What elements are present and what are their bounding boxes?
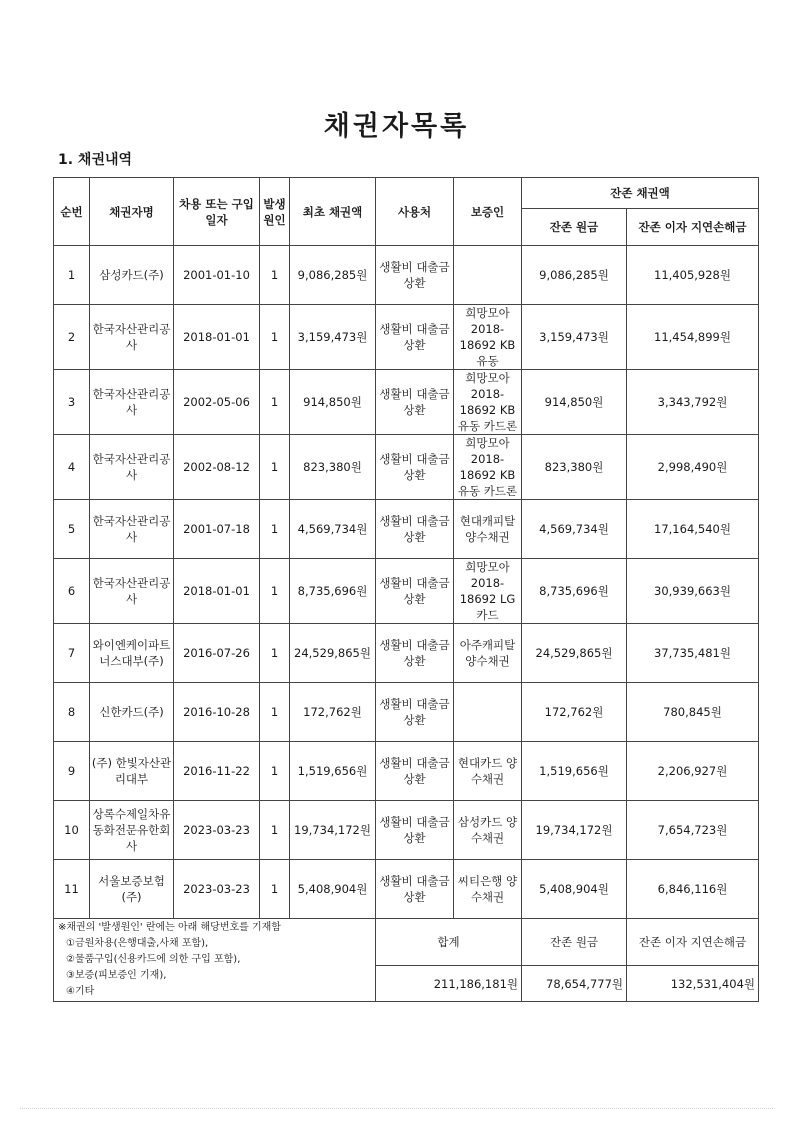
table-row: [54, 742, 759, 801]
cell-no: 5: [54, 500, 90, 559]
cell-date: 2016-07-26: [174, 624, 260, 683]
cell-principal: 8,735,696원: [522, 559, 627, 624]
cell-cause: 1: [260, 500, 290, 559]
table-row: [54, 801, 759, 860]
totals-interest-label: 잔존 이자 지연손해금: [627, 919, 759, 966]
cell-interest: 780,845원: [627, 683, 759, 742]
header-date: 차용 또는 구입일자: [174, 178, 260, 246]
cell-date: 2002-05-06: [174, 370, 260, 435]
cell-cause: 1: [260, 246, 290, 305]
totals-label-row: [54, 919, 759, 966]
table-row: [54, 559, 759, 624]
cell-creditor: 한국자산관리공사: [90, 500, 174, 559]
table-row: [54, 683, 759, 742]
cell-creditor: 한국자산관리공사: [90, 435, 174, 500]
cell-date: 2016-10-28: [174, 683, 260, 742]
cell-principal: 4,569,734원: [522, 500, 627, 559]
totals-principal: 78,654,777원: [522, 966, 627, 1002]
table-body: [54, 246, 759, 919]
footnote-line: ②물품구입(신용카드에 의한 구입 포함),: [66, 954, 241, 965]
footnote-line: ④기타: [66, 986, 95, 997]
cell-date: 2016-11-22: [174, 742, 260, 801]
cell-creditor: 신한카드(주): [90, 683, 174, 742]
cell-principal: 24,529,865원: [522, 624, 627, 683]
cell-interest: 2,206,927원: [627, 742, 759, 801]
header-no: 순번: [54, 178, 90, 246]
totals-principal-label: 잔존 원금: [522, 919, 627, 966]
cell-no: 7: [54, 624, 90, 683]
header-principal: 잔존 원금: [522, 209, 627, 246]
header-row: [54, 178, 759, 209]
cell-creditor: 한국자산관리공사: [90, 559, 174, 624]
footnote-line: ③보증(피보증인 기재),: [66, 970, 167, 981]
cell-cause: 1: [260, 860, 290, 919]
cell-guarantor: 희망모아 2018-18692 KB유동 카드론: [454, 435, 522, 500]
cell-principal: 19,734,172원: [522, 801, 627, 860]
cell-guarantor: 희망모아 2018-18692 LG 카드: [454, 559, 522, 624]
cell-no: 1: [54, 246, 90, 305]
footnote-line: ①금원차용(은행대출,사채 포함),: [66, 938, 209, 949]
totals-label: 합계: [376, 919, 522, 966]
cell-initial: 914,850원: [290, 370, 376, 435]
section-heading: 1. 채권내역: [58, 152, 133, 168]
cell-cause: 1: [260, 435, 290, 500]
cell-interest: 37,735,481원: [627, 624, 759, 683]
cell-principal: 5,408,904원: [522, 860, 627, 919]
cell-initial: 8,735,696원: [290, 559, 376, 624]
cell-guarantor: [454, 246, 522, 305]
table-row: [54, 624, 759, 683]
cell-creditor: 삼성카드(주): [90, 246, 174, 305]
cell-interest: 11,405,928원: [627, 246, 759, 305]
cell-no: 9: [54, 742, 90, 801]
cell-interest: 3,343,792원: [627, 370, 759, 435]
cell-guarantor: 현대캐피탈 양수채권: [454, 500, 522, 559]
cell-guarantor: 희망모아 2018-18692 KB유동 카드론: [454, 370, 522, 435]
cell-no: 4: [54, 435, 90, 500]
cell-date: 2001-01-10: [174, 246, 260, 305]
header-interest: 잔존 이자 지연손해금: [627, 209, 759, 246]
cell-guarantor: 삼성카드 양수채권: [454, 801, 522, 860]
cell-usage: 생활비 대출금 상환: [376, 559, 454, 624]
cell-no: 11: [54, 860, 90, 919]
page-title: 채권자목록: [323, 111, 470, 142]
cell-cause: 1: [260, 801, 290, 860]
cell-date: 2002-08-12: [174, 435, 260, 500]
cell-initial: 3,159,473원: [290, 305, 376, 370]
cell-usage: 생활비 대출금 상환: [376, 370, 454, 435]
cell-no: 3: [54, 370, 90, 435]
cell-principal: 172,762원: [522, 683, 627, 742]
cell-usage: 생활비 대출금 상환: [376, 801, 454, 860]
header-initial: 최초 채권액: [290, 178, 376, 246]
footnote: [54, 919, 376, 1002]
cell-creditor: 한국자산관리공사: [90, 305, 174, 370]
table-row: [54, 370, 759, 435]
cell-date: 2023-03-23: [174, 801, 260, 860]
cell-initial: 1,519,656원: [290, 742, 376, 801]
creditor-table: [53, 177, 759, 1002]
cell-usage: 생활비 대출금 상환: [376, 683, 454, 742]
page-bottom-rule: [20, 1108, 773, 1109]
cell-usage: 생활비 대출금 상환: [376, 246, 454, 305]
cell-usage: 생활비 대출금 상환: [376, 624, 454, 683]
cell-creditor: 와이엔케이파트너스대부(주): [90, 624, 174, 683]
cell-guarantor: 희망모아 2018-18692 KB유동: [454, 305, 522, 370]
table-row: [54, 246, 759, 305]
cell-cause: 1: [260, 683, 290, 742]
cell-initial: 823,380원: [290, 435, 376, 500]
cell-usage: 생활비 대출금 상환: [376, 742, 454, 801]
cell-principal: 3,159,473원: [522, 305, 627, 370]
cell-principal: 914,850원: [522, 370, 627, 435]
header-creditor: 채권자명: [90, 178, 174, 246]
cell-creditor: 상록수제일차유동화전문유한회사: [90, 801, 174, 860]
cell-initial: 24,529,865원: [290, 624, 376, 683]
cell-interest: 17,164,540원: [627, 500, 759, 559]
table-row: [54, 305, 759, 370]
cell-guarantor: 현대카드 양수채권: [454, 742, 522, 801]
cell-usage: 생활비 대출금 상환: [376, 435, 454, 500]
cell-cause: 1: [260, 305, 290, 370]
cell-cause: 1: [260, 742, 290, 801]
cell-no: 10: [54, 801, 90, 860]
cell-usage: 생활비 대출금 상환: [376, 500, 454, 559]
cell-guarantor: 씨티은행 양수채권: [454, 860, 522, 919]
table-row: [54, 860, 759, 919]
cell-date: 2023-03-23: [174, 860, 260, 919]
cell-cause: 1: [260, 370, 290, 435]
table-row: [54, 435, 759, 500]
cell-interest: 2,998,490원: [627, 435, 759, 500]
cell-date: 2001-07-18: [174, 500, 260, 559]
totals-interest: 132,531,404원: [627, 966, 759, 1002]
cell-interest: 6,846,116원: [627, 860, 759, 919]
cell-interest: 7,654,723원: [627, 801, 759, 860]
cell-guarantor: [454, 683, 522, 742]
cell-initial: 5,408,904원: [290, 860, 376, 919]
table-row: [54, 500, 759, 559]
cell-initial: 4,569,734원: [290, 500, 376, 559]
cell-no: 2: [54, 305, 90, 370]
cell-initial: 9,086,285원: [290, 246, 376, 305]
cell-cause: 1: [260, 559, 290, 624]
cell-cause: 1: [260, 624, 290, 683]
header-guarantor: 보증인: [454, 178, 522, 246]
cell-initial: 172,762원: [290, 683, 376, 742]
cell-interest: 11,454,899원: [627, 305, 759, 370]
header-cause: 발생 원인: [260, 178, 290, 246]
header-remaining: 잔존 채권액: [522, 178, 759, 209]
cell-creditor: 서울보증보험(주): [90, 860, 174, 919]
cell-date: 2018-01-01: [174, 305, 260, 370]
cell-interest: 30,939,663원: [627, 559, 759, 624]
cell-principal: 823,380원: [522, 435, 627, 500]
cell-guarantor: 아주캐피탈 양수채권: [454, 624, 522, 683]
cell-initial: 19,734,172원: [290, 801, 376, 860]
cell-date: 2018-01-01: [174, 559, 260, 624]
header-usage: 사용처: [376, 178, 454, 246]
cell-principal: 9,086,285원: [522, 246, 627, 305]
cell-principal: 1,519,656원: [522, 742, 627, 801]
cell-no: 6: [54, 559, 90, 624]
cell-no: 8: [54, 683, 90, 742]
cell-usage: 생활비 대출금 상환: [376, 860, 454, 919]
cell-creditor: 한국자산관리공사: [90, 370, 174, 435]
totals-initial: 211,186,181원: [376, 966, 522, 1002]
footnote-line: ※채권의 '발생원인' 란에는 아래 해당번호를 기재함: [58, 922, 281, 933]
cell-usage: 생활비 대출금 상환: [376, 305, 454, 370]
cell-creditor: (주) 한빛자산관리대부: [90, 742, 174, 801]
